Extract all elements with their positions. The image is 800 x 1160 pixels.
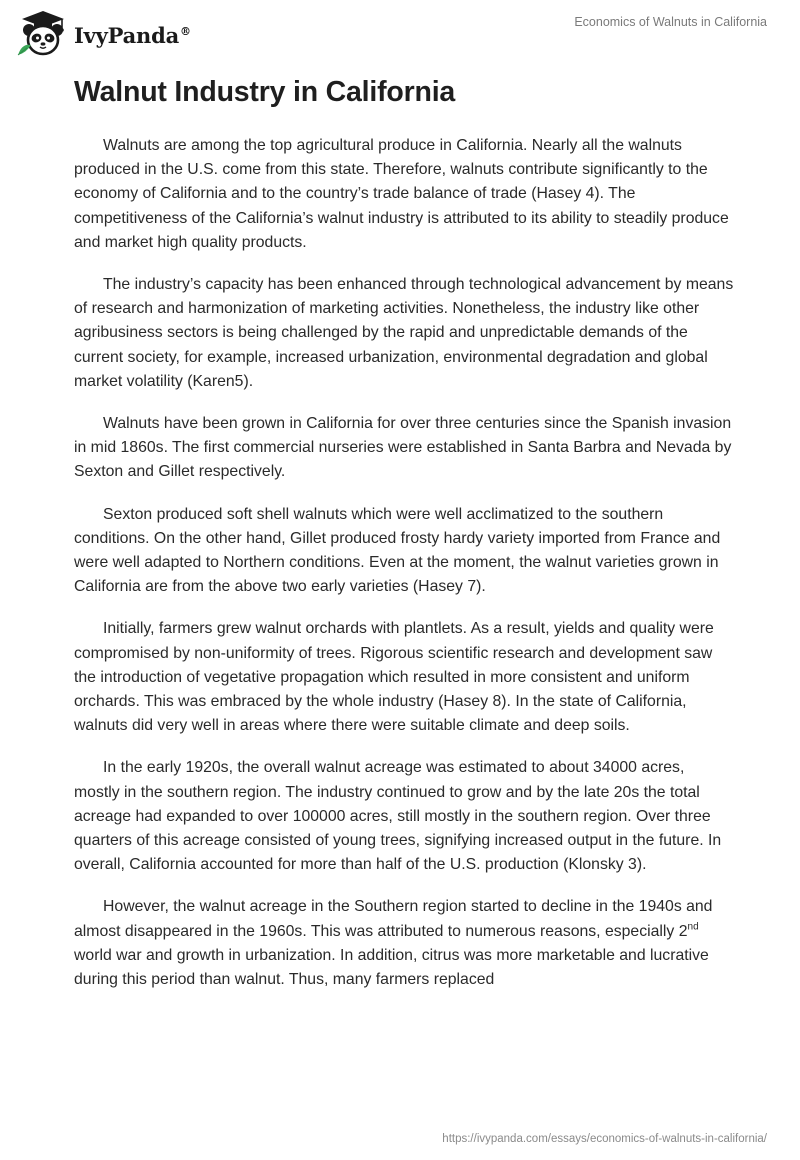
paragraph: In the early 1920s, the overall walnut acreage was estimated to about 34000 acres, mostly in the southern region. The industry continued to grow and by the late 20s the total acreage had expanded to over 100000 acres, still mostly in the southern region. Over three quarters of this acreage consisted of young trees, signifying increased output in the future. In overall, California accounted for more than half of the U.S. production (Klonsky 3). [74,759,722,874]
paragraph: Sexton produced soft shell walnuts which were well acclimatized to the southern conditions. On the other hand, Gillet produced frosty hardy variety imported from France and were well adapted to Northern conditions. Even at the moment, the walnut varieties grown in California are from the above two early varieties (Hasey 7). [74,505,721,596]
article-body [74,70,734,992]
paragraph: Walnuts have been grown in California for over three centuries since the Spanish invasion in mid 1860s. The first commercial nurseries were established in Santa Barbra and Nevada by Sexton and Gillet respectively. [74,415,732,481]
brand-name: IvyPanda® [74,22,191,48]
ordinal-suffix: nd [687,921,699,933]
paragraph: Initially, farmers grew walnut orchards with plantlets. As a result, yields and quality were compromised by non-uniformity of trees. Rigorous scientific research and development saw the introduction of vegetative propagation which resulted in more consistent and uniform orchards. This was embraced by the whole industry (Hasey 8). In the state of California, walnuts did very well in areas where there were suitable climate and deep soils. [74,620,714,735]
paragraph-last [74,895,734,992]
paragraph: The industry’s capacity has been enhanced through technological advancement by means of research and harmonization of marketing activities. Nonetheless, the industry like other agribusiness sectors is being challenged by the rapid and unpredictable demands of the current society, for example, increased urbanization, environmental degradation and global market volatility (Karen5). [74,276,734,390]
paragraph-text: world war and growth in urbanization. In addition, citrus was more marketable and lucrative during this period than walnut. Thus, many farmers replaced [74,946,709,989]
paragraph-text: However, the walnut acreage in the Southern region started to decline in the 1940s and almost disappeared in the 1960s. This was attributed to numerous reasons, especially 2 [74,898,713,940]
panda-graduate-icon [14,9,72,59]
registered-mark: ® [180,24,191,38]
article-heading: Walnut Industry in California [74,76,456,108]
page-header [0,0,800,70]
ivypanda-logo[interactable] [14,9,191,59]
document-title: Economics of Walnuts in California [574,15,767,29]
paragraph: Walnuts are among the top agricultural produce in California. Nearly all the walnuts produced in the U.S. come from this state. Therefore, walnuts contribute significantly to the economy of California and to the country’s trade balance of trade (Hasey 4). The competitiveness of the California’s walnut industry is attributed to its ability to steadily produce and market high quality products. [74,137,729,251]
source-url[interactable]: https://ivypanda.com/essays/economics-of-walnuts-in-california/ [442,1133,767,1145]
